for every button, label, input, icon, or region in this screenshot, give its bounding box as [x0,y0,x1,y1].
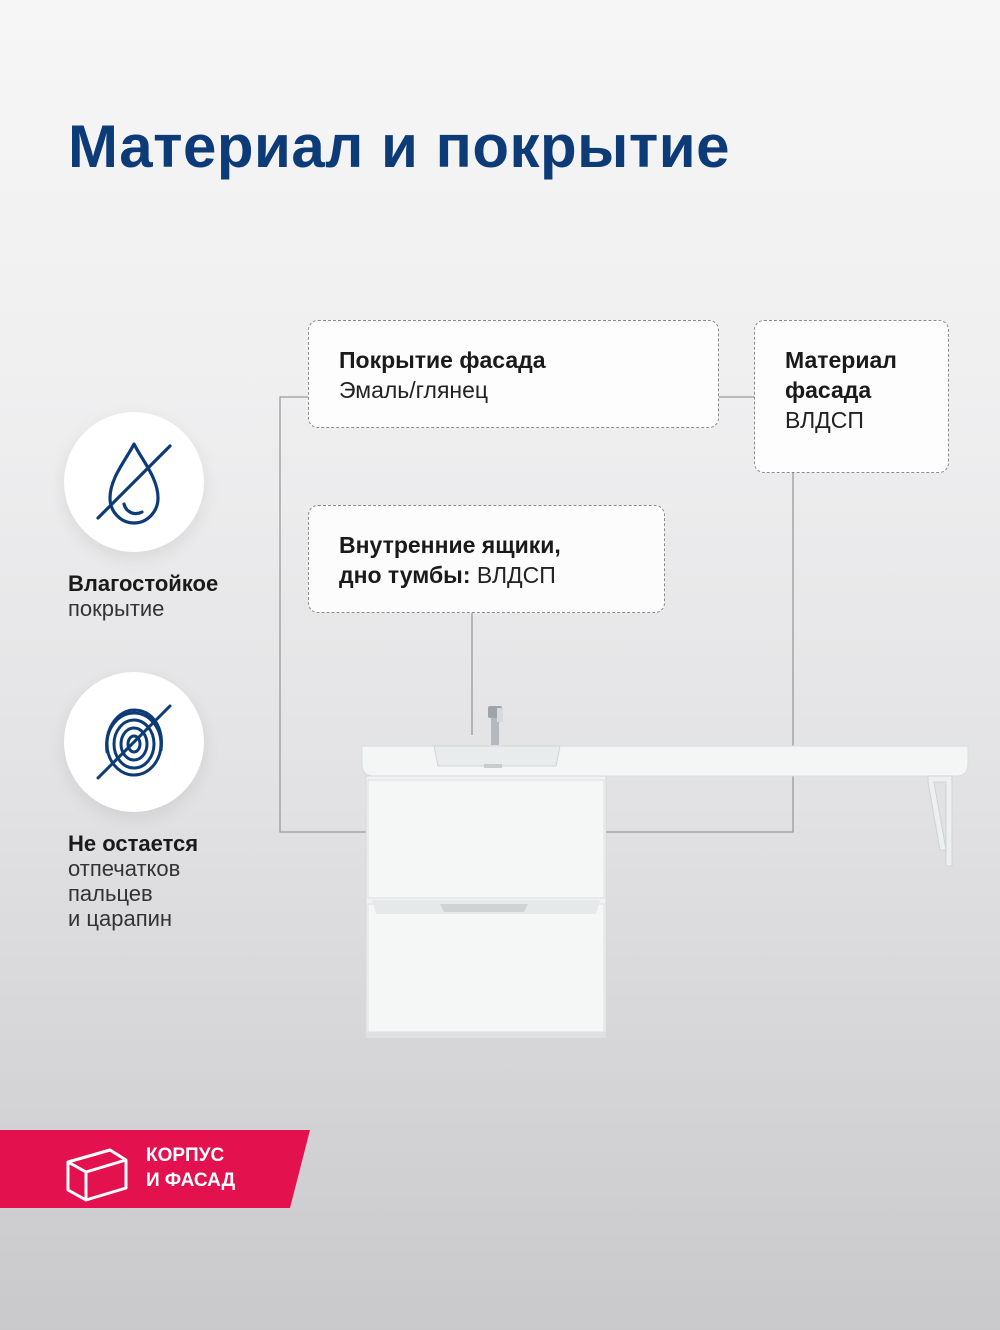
feature-moisture-circle [64,412,204,552]
callout-label: Покрытие фасада [339,347,546,373]
feature-fingerprint-circle [64,672,204,812]
feature-line: отпечатков [68,856,181,881]
callout-label-line2: фасада [785,377,872,403]
feature-title: Влагостойкое [68,571,219,596]
callout-label-line1: Внутренние ящики, [339,532,561,558]
page-title: Материал и покрытие [68,113,731,180]
callout-value: ВЛДСП [476,562,556,588]
feature-line: пальцев [68,881,153,906]
water-drop-crossed-icon [64,412,204,552]
callout-label-line2: дно тумбы: [339,562,471,588]
callout-drawers [308,505,665,613]
callout-label-line1: Материал [785,347,897,373]
banner-text [146,1143,235,1193]
callout-facade-material [754,320,949,473]
feature-title: Не остается [68,831,199,856]
fingerprint-crossed-icon [64,672,204,812]
feature-moisture-text [68,571,218,621]
callout-value: Эмаль/глянец [339,377,489,403]
callout-value: ВЛДСП [785,407,864,433]
banner-line2: И ФАСАД [146,1170,236,1191]
banner-line1: КОРПУС [146,1145,225,1166]
feature-line: и царапин [68,906,173,931]
feature-fingerprint-text [68,831,198,931]
callout-facade-coating [308,320,719,428]
feature-line: покрытие [68,596,165,621]
